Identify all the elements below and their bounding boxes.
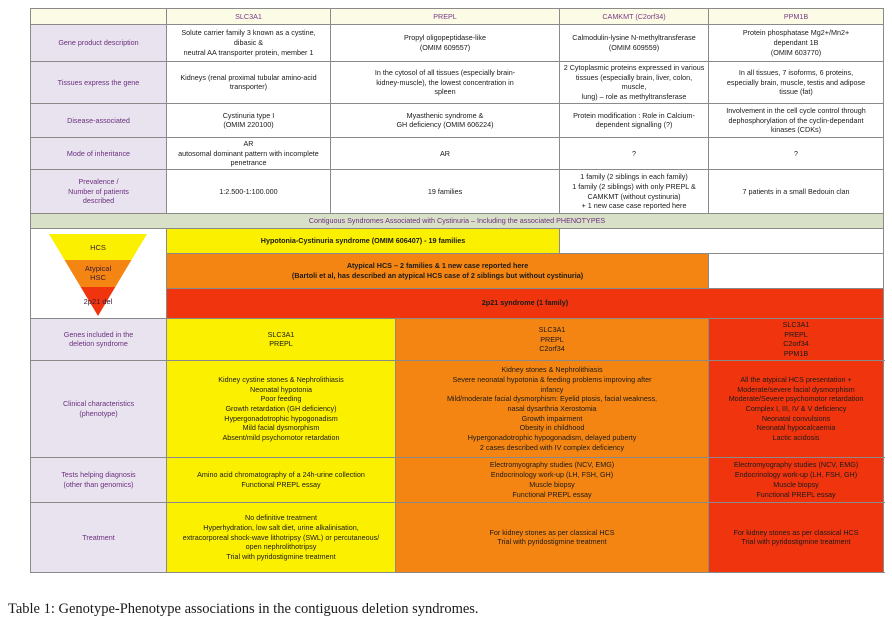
text-line: 1:2.500-1:100.000: [219, 186, 278, 196]
phenotype-cell: [396, 319, 709, 361]
text-line: ?: [794, 148, 799, 158]
text-line: Functional PREPL essay: [512, 489, 592, 499]
header-corner: [31, 9, 167, 25]
table-caption: Table 1: Genotype-Phenotype associations in the contiguous deletion syndromes.: [8, 601, 479, 617]
phenotype-cell: [709, 319, 884, 361]
info-cell: [331, 62, 560, 104]
text-line: 2 Cytoplasmic proteins expressed in various: [563, 63, 705, 72]
row-label: [31, 25, 167, 62]
text-line: nasal dysarthria Xerostomia: [507, 404, 597, 414]
phenotype-cell: [709, 457, 884, 502]
text-line: tissue (fat): [779, 87, 813, 97]
text-line: Trial with pyridostigmine treatment: [226, 551, 336, 561]
row-label: [31, 103, 167, 137]
text-line: AR: [243, 138, 254, 148]
text-line: Gene product description: [58, 38, 139, 48]
info-cell: [167, 170, 331, 214]
text-line: AR: [440, 148, 450, 158]
row-label: [31, 170, 167, 214]
row-label: [31, 62, 167, 104]
text-line: Complex I, III, IV & V deficiency: [745, 404, 847, 414]
phenotype-cell: [396, 360, 709, 457]
text-line: PREPL: [540, 334, 564, 344]
phenotype-cell: [396, 502, 709, 572]
text-line: ?: [632, 148, 637, 158]
text-line: Genes included in the: [63, 329, 134, 339]
text-line: Lactic acidosis: [772, 433, 820, 443]
text-line: Clinical characteristics: [62, 399, 135, 409]
text-line: Hyperhydration, low salt diet, urine alkalinisation,: [203, 522, 359, 532]
text-line: infancy: [540, 384, 564, 394]
text-line: dephosphorylation of the cyclin-dependant: [728, 115, 864, 125]
info-cell: [331, 103, 560, 137]
phenotype-row: [31, 319, 884, 361]
text-line: especially brain, muscle, testis and adipose: [726, 77, 866, 87]
gene-header-slc3a1: SLC3A1: [167, 9, 331, 25]
text-line: tissues (especially brain, liver, colon, muscle,: [575, 72, 693, 92]
text-line: In all tissues, 7 isoforms, 6 proteins,: [738, 67, 854, 77]
text-line: PPM1B: [783, 349, 809, 359]
text-line: Treatment: [82, 532, 115, 542]
text-line: Mild/moderate facial dysmorphism: Eyelid ptosis, facial weakness,: [446, 394, 658, 404]
text-line: All the atypical HCS presentation +: [740, 374, 852, 384]
phenotype-cell: [396, 457, 709, 502]
text-line: (other than genomics): [63, 479, 134, 489]
text-line: GH deficiency (OMIM 606224): [396, 120, 494, 130]
gene-header-ppm1b: PPM1B: [709, 9, 884, 25]
text-line: Kidneys (renal proximal tubular amino-acid: [180, 72, 317, 82]
hcs-syndrome-bar: Hypotonia-Cystinuria syndrome (OMIM 606407) - 19 families: [167, 229, 560, 254]
text-line: (Bartoli et al, has described an atypical HCS case of 2 siblings but without cystinuria): [291, 270, 584, 280]
text-line: CAMKMT (without cystinuria): [587, 191, 681, 201]
text-line: lung) – role as methyltransferase: [581, 92, 687, 102]
text-line: 7 patients in a small Bedouin clan: [742, 186, 850, 196]
gene-header-prepl: PREPL: [331, 9, 560, 25]
info-row: [31, 170, 884, 214]
text-line: Electromyography studies (NCV, EMG): [733, 460, 859, 470]
text-line: Muscle biopsy: [529, 479, 575, 489]
pyramid-label-hcs: HCS: [90, 243, 106, 253]
text-line: PREPL: [784, 329, 808, 339]
info-cell: [167, 103, 331, 137]
text-line: Hypergonadotrophic hypogonadism, delayed puberty: [467, 433, 637, 443]
text-line: 1 family (2 siblings) with only PREPL &: [572, 181, 696, 191]
text-line: Mild facial dysmorphism: [242, 423, 320, 433]
text-line: (phenotype): [79, 408, 118, 418]
row-label: [31, 137, 167, 169]
text-line: No definitive treatment: [245, 513, 317, 523]
text-line: Cystinuria type I: [222, 110, 275, 120]
phenotype-cell: [167, 319, 396, 361]
text-line: Protein modification : Role in Calcium-: [573, 110, 695, 120]
text-line: Mode of inheritance: [66, 148, 131, 158]
text-line: Neonatal convulsions: [761, 413, 831, 423]
info-cell: [709, 25, 884, 62]
info-cell: [167, 62, 331, 104]
text-line: Growth impairment: [521, 413, 583, 423]
info-row: [31, 62, 884, 104]
text-line: 19 families: [427, 186, 463, 196]
info-cell: [167, 25, 331, 62]
info-row: [31, 25, 884, 62]
text-line: (OMIM 609559): [608, 43, 660, 52]
text-line: PREPL: [269, 339, 293, 349]
info-cell: [331, 25, 560, 62]
text-line: Functional PREPL essay: [756, 489, 836, 499]
text-line: kidney-muscle), the lowest concentration in: [376, 77, 514, 87]
info-cell: [709, 103, 884, 137]
text-line: Muscle biopsy: [773, 479, 819, 489]
text-line: Neonatal hypocalcaemia: [756, 423, 836, 433]
info-cell: [167, 137, 331, 169]
text-line: In the cytosol of all tissues (especially brain-: [374, 67, 516, 77]
text-line: Trial with pyridostigmine treatment: [741, 537, 851, 547]
text-line: Tests helping diagnosis: [61, 470, 136, 480]
blank-cell: [560, 229, 884, 254]
text-line: Amino acid chromatography of a 24h-urine collection: [197, 470, 365, 480]
text-line: Myasthenic syndrome &: [406, 110, 484, 120]
info-cell: [709, 62, 884, 104]
text-line: neutral AA transporter protein, member 1: [183, 47, 314, 57]
text-line: open nephrolithotripsy: [245, 542, 317, 552]
text-line: + 1 new case case reported here: [581, 201, 687, 211]
text-line: spleen: [434, 87, 456, 97]
phenotype-cell: [709, 360, 884, 457]
text-line: Moderate/Severe psychomotor retardation: [728, 394, 864, 404]
info-cell: [560, 62, 709, 104]
text-line: Kidney stones & Nephrolithiasis: [501, 365, 603, 375]
text-line: deletion syndrome: [69, 339, 128, 349]
atypical-hcs-bar: [167, 254, 709, 288]
text-line: Functional PREPL essay: [241, 479, 321, 489]
text-line: dependent signalling (?): [595, 120, 673, 130]
info-cell: [709, 137, 884, 169]
text-line: transporter): [229, 82, 268, 92]
text-line: dependant 1B: [773, 38, 819, 48]
text-line: penetrance: [230, 158, 267, 168]
info-cell: [560, 137, 709, 169]
text-line: Obesity in childhood: [519, 423, 585, 433]
text-line: extracorporeal shock-wave lithotripsy (SWL) or percutaneous/: [182, 532, 380, 542]
row-label: [31, 457, 167, 502]
text-line: Trial with pyridostigmine treatment: [497, 537, 607, 547]
text-line: (OMIM 220100): [223, 120, 274, 130]
genotype-phenotype-table: [30, 8, 884, 573]
text-line: Endocrinology work-up (LH, FSH, GH): [734, 470, 858, 480]
info-cell: [560, 25, 709, 62]
text-line: Neonatal hypotonia: [250, 384, 312, 394]
phenotype-cell: [167, 457, 396, 502]
blank-cell: [709, 254, 884, 288]
text-line: For kidney stones as per classical HCS: [489, 527, 615, 537]
text-line: (OMIM 603770): [770, 47, 822, 57]
phenotype-cell: [709, 502, 884, 572]
text-line: Atypical HCS – 2 families & 1 new case reported here: [346, 261, 529, 271]
del-2p21-bar: 2p21 syndrome (1 family): [167, 288, 884, 318]
phenotype-row: [31, 457, 884, 502]
text-line: Prevalence /: [78, 176, 119, 186]
text-line: Number of patients: [68, 186, 129, 196]
phenotype-row: [31, 360, 884, 457]
syndrome-row-hcs: [31, 229, 884, 254]
pyramid-label-atypical: Atypical: [84, 264, 112, 274]
text-line: Hypergonadotrophic hypogonadism: [224, 413, 338, 423]
text-line: Protein phosphatase Mg2+/Mn2+: [742, 28, 850, 38]
text-line: SLC3A1: [267, 329, 295, 339]
phenotype-row: [31, 502, 884, 572]
pyramid-diagram: [31, 229, 165, 318]
info-row: [31, 103, 884, 137]
text-line: Absent/mild psychomotor retardation: [222, 433, 340, 443]
text-line: For kidney stones as per classical HCS: [733, 527, 859, 537]
text-line: SLC3A1: [782, 320, 810, 330]
header-row: [31, 9, 884, 25]
text-line: 2 cases described with IV complex deficiency: [479, 442, 625, 452]
text-line: Tissues express the gene: [57, 77, 140, 87]
text-line: Electromyography studies (NCV, EMG): [489, 460, 615, 470]
phenotype-cell: [167, 360, 396, 457]
pyramid-label-2p21: 2p21 del: [83, 297, 113, 307]
text-line: Propyl oligopeptidase-like: [404, 33, 486, 43]
text-line: (OMIM 609557): [419, 43, 471, 52]
text-line: Severe neonatal hypotonia & feeding problems improving after: [452, 374, 652, 384]
syndrome-pyramid: [31, 229, 167, 319]
info-cell: [331, 137, 560, 169]
text-line: Disease-associated: [67, 115, 130, 125]
info-cell: [709, 170, 884, 214]
text-line: Growth retardation (GH deficiency): [225, 404, 337, 414]
section-title-row: [31, 214, 884, 229]
section-title: Contiguous Syndromes Associated with Cystinuria – Including the associated PHENOTYPES: [31, 214, 884, 229]
info-cell: [560, 170, 709, 214]
text-line: kinases (CDKs): [771, 125, 821, 135]
text-line: described: [82, 196, 115, 206]
row-label: [31, 319, 167, 361]
text-line: 1 family (2 siblings in each family): [580, 172, 688, 182]
phenotype-cell: [167, 502, 396, 572]
pyramid-label-atypical: HSC: [90, 273, 106, 283]
info-cell: [331, 170, 560, 214]
text-line: Involvement in the cell cycle control through: [726, 105, 866, 115]
row-label: [31, 360, 167, 457]
text-line: Moderate/severe facial dysmorphism: [737, 384, 855, 394]
gene-header-camkmt: CAMKMT (C2orf34): [560, 9, 709, 25]
text-line: Kidney cystine stones & Nephrolithiasis: [218, 374, 344, 384]
row-label: [31, 502, 167, 572]
text-line: Calmodulin-lysine N-methyltransferase: [572, 33, 696, 43]
text-line: Solute carrier family 3 known as a cystine, dibasic &: [181, 28, 316, 48]
info-cell: [560, 103, 709, 137]
text-line: SLC3A1: [538, 324, 566, 334]
info-row: [31, 137, 884, 169]
text-line: C2orf34: [783, 339, 809, 349]
text-line: C2orf34: [539, 344, 565, 354]
text-line: Poor feeding: [260, 394, 302, 404]
text-line: Endocrinology work-up (LH, FSH, GH): [490, 470, 614, 480]
text-line: autosomal dominant pattern with incomplete: [178, 148, 319, 158]
